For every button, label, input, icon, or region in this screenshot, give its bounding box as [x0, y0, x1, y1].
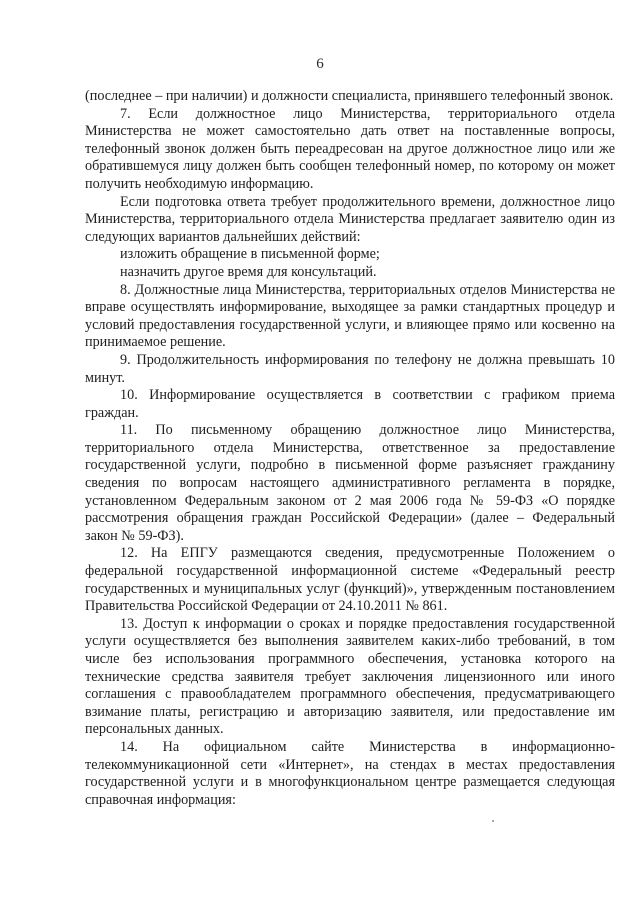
paragraph-8: 8. Должностные лица Министерства, территориальных отделов Министерства не вправе осуществлять информирование, выходящее за рамки стандартных процедур и условий предоставления государственной услуги, и влияющее прямо или косвенно на принимаемое решение. — [85, 281, 615, 351]
paragraph-option-reschedule: назначить другое время для консультаций. — [120, 263, 377, 280]
scan-speck — [492, 820, 494, 822]
paragraph-14: 14. На официальном сайте Министерства в информационно-телекоммуникационной сети «Интернет», на стендах в местах предоставления государственной услуги и в многофункциональном центре размещается следующая справочная информация: — [85, 738, 615, 808]
paragraph-9: 9. Продолжительность информирования по телефону не должна превышать 10 минут. — [85, 351, 615, 386]
paragraph-10: 10. Информирование осуществляется в соответствии с графиком приема граждан. — [85, 387, 615, 421]
paragraph-continuation: (последнее – при наличии) и должности специалиста, принявшего телефонный звонок. — [85, 88, 614, 104]
paragraph-12: 12. На ЕПГУ размещаются сведения, предусмотренные Положением о федеральной государственной информационной системе «Федеральный реестр государственных и муниципальных услуг (функций)», утвержденным постановлением Правительства Российской Федерации от 24.10.2011 № 861. — [85, 545, 615, 615]
paragraph-option-written: изложить обращение в письменной форме; — [120, 246, 380, 263]
page-number: 6 — [316, 56, 324, 72]
paragraph-7-options-intro: Если подготовка ответа требует продолжительного времени, должностное лицо Министерства, территориального отдела Министерства предлагает заявителю один из следующих вариантов дальнейших действий: — [85, 193, 615, 245]
paragraph-13: 13. Доступ к информации о сроках и порядке предоставления государственной услуги осуществляется без выполнения заявителем каких-либо требований, в том числе без использования программного обеспечения, установка которого на технические средства заявителя требует заключения лицензионного или иного соглашения с правообладателем программного обеспечения, предусматривающего взимание платы, регистрацию и авторизацию заявителя, или предоставление им персональных данных. — [85, 615, 615, 738]
document-body — [85, 88, 615, 809]
paragraph-7: 7. Если должностное лицо Министерства, территориального отдела Министерства не может самостоятельно дать ответ на поставленные вопросы, телефонный звонок должен быть переадресован на другое должностное лицо или же обратившемуся лицу должен быть сообщен телефонный номер, по которому он может получить необходимую информацию. — [85, 105, 615, 192]
paragraph-11: 11. По письменному обращению должностное лицо Министерства, территориального отдела Министерства, ответственное за предоставление государственной услуги, подробно в письменной форме разъясняет гражданину сведения по вопросам настоящего административного регламента в порядке, установленном Федеральным законом от 2 мая 2006 года № 59-ФЗ «О порядке рассмотрения обращения граждан Российской Федерации» (далее – Федеральный закон № 59-ФЗ). — [85, 422, 615, 544]
